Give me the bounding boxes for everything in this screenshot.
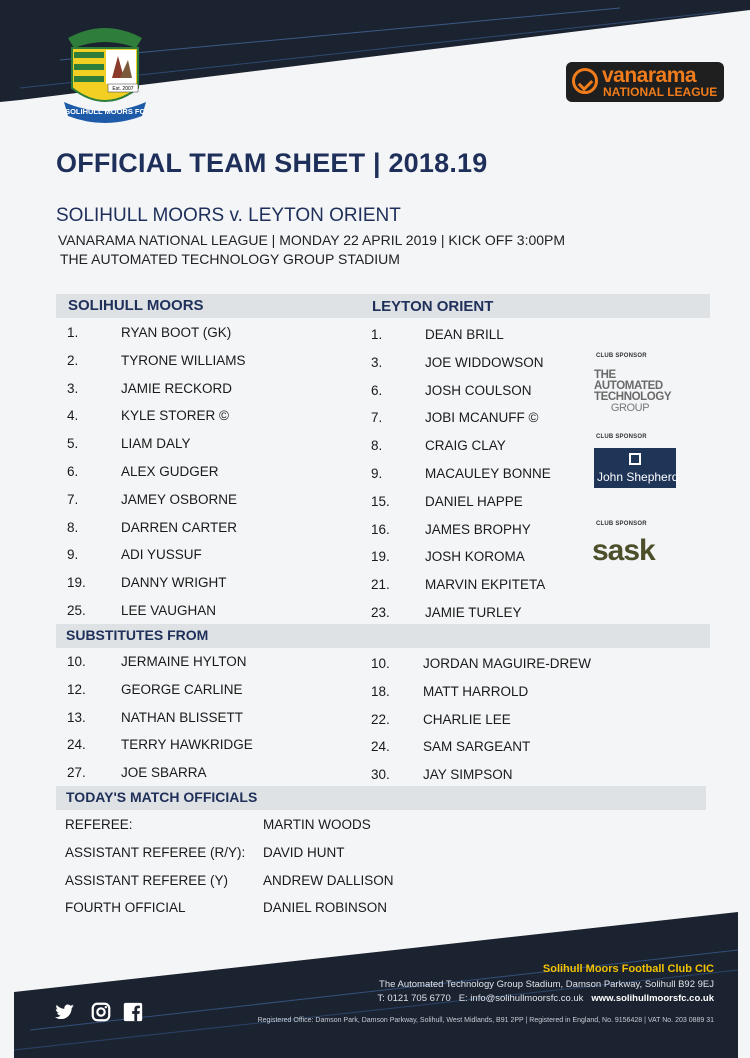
- player-number: 25.: [67, 603, 86, 618]
- officials-heading: TODAY'S MATCH OFFICIALS: [66, 789, 258, 805]
- club-sponsor-label-3: CLUB SPONSOR: [596, 521, 647, 527]
- away-team-name: LEYTON ORIENT: [372, 298, 494, 315]
- footer-registered-info: Registered Office: Damson Park, Damson Parkway, Solihull, West Midlands, B91 2PP | Registered in England, No. 9156428 | VAT No. 203 0889 31: [257, 1017, 714, 1024]
- player-number: 30.: [371, 767, 390, 783]
- player-number: 24.: [371, 739, 390, 755]
- footer-email[interactable]: E: info@solihullmoorsfc.co.uk: [458, 993, 584, 1004]
- player-number: 5.: [67, 436, 79, 452]
- national-league-label: NATIONAL LEAGUE: [603, 85, 718, 99]
- official-name: DANIEL ROBINSON: [263, 900, 388, 916]
- player-name: ADI YUSSUF: [121, 547, 202, 563]
- footer-address: The Automated Technology Group Stadium, Damson Parkway, Solihull B92 9EJ: [379, 979, 714, 990]
- twitter-icon[interactable]: [54, 1001, 76, 1023]
- club-sponsor-label-2: CLUB SPONSOR: [596, 434, 647, 440]
- footer-website[interactable]: www.solihullmoorsfc.co.uk: [591, 993, 714, 1004]
- player-name: CRAIG CLAY: [425, 438, 506, 454]
- player-name: JOSH COULSON: [425, 382, 532, 398]
- player-number: 22.: [371, 711, 390, 727]
- player-name: JAMES BROPHY: [425, 521, 531, 537]
- atg-line-2: TECHNOLOGY: [594, 391, 672, 403]
- player-number: 8.: [371, 438, 383, 454]
- player-number: 3.: [67, 380, 79, 396]
- player-number: 9.: [371, 466, 383, 481]
- footer-phone: T: 0121 705 6770: [377, 993, 451, 1004]
- player-name: GEORGE CARLINE: [121, 681, 243, 697]
- player-name: DANNY WRIGHT: [121, 575, 227, 591]
- player-name: RYAN BOOT (GK): [121, 325, 232, 340]
- player-name: MACAULEY BONNE: [425, 466, 551, 481]
- player-number: 7.: [67, 491, 79, 507]
- player-name: JAMIE RECKORD: [121, 380, 233, 396]
- player-number: 18.: [371, 683, 390, 699]
- vanarama-national-league-logo: [566, 62, 724, 102]
- player-name: CHARLIE LEE: [423, 711, 511, 727]
- player-number: 27.: [67, 765, 86, 781]
- club-sponsor-label-1: CLUB SPONSOR: [596, 353, 647, 359]
- sask-sponsor-logo: sask: [592, 534, 655, 567]
- home-team-name: SOLIHULL MOORS: [68, 297, 204, 314]
- crest-club-name: SOLIHULL MOORS FC: [65, 107, 145, 116]
- player-number: 1.: [67, 325, 79, 340]
- page-title: OFFICIAL TEAM SHEET | 2018.19: [56, 148, 488, 178]
- player-name: DARREN CARTER: [121, 519, 238, 535]
- player-number: 19.: [67, 575, 86, 591]
- player-number: 7.: [371, 410, 383, 426]
- player-name: TYRONE WILLIAMS: [121, 352, 246, 368]
- official-role: ASSISTANT REFEREE (R/Y):: [65, 844, 246, 860]
- player-name: JAY SIMPSON: [423, 767, 513, 783]
- player-number: 3.: [371, 354, 383, 370]
- player-number: 1.: [371, 327, 383, 342]
- player-number: 12.: [67, 681, 86, 697]
- player-name: DEAN BRILL: [425, 327, 504, 342]
- player-number: 21.: [371, 577, 390, 593]
- player-number: 10.: [371, 656, 390, 671]
- player-number: 9.: [67, 547, 79, 563]
- player-number: 2.: [67, 352, 79, 368]
- atg-sponsor-logo: [594, 370, 684, 414]
- player-name: JOSH KOROMA: [425, 549, 525, 565]
- player-number: 8.: [67, 519, 79, 535]
- john-shepherd-sponsor-logo: [594, 448, 679, 488]
- player-name: JOE SBARRA: [121, 765, 207, 781]
- player-number: 6.: [67, 464, 79, 479]
- player-number: 10.: [67, 654, 86, 669]
- official-role: REFEREE:: [65, 817, 133, 832]
- player-name: SAM SARGEANT: [423, 739, 531, 755]
- vanarama-check-icon: [572, 68, 598, 94]
- player-name: JORDAN MAGUIRE-DREW: [423, 656, 591, 671]
- instagram-icon[interactable]: [90, 1001, 112, 1023]
- player-name: KYLE STORER ©: [121, 408, 229, 424]
- player-name: JOBI MCANUFF ©: [425, 410, 539, 426]
- footer-club-name: Solihull Moors Football Club CIC: [542, 963, 714, 975]
- official-role: ASSISTANT REFEREE (Y): [65, 872, 229, 888]
- facebook-icon[interactable]: [122, 1001, 144, 1023]
- player-name: MATT HARROLD: [423, 683, 529, 699]
- official-role: FOURTH OFFICIAL: [65, 900, 186, 916]
- player-name: LIAM DALY: [121, 436, 191, 452]
- official-name: MARTIN WOODS: [263, 817, 371, 832]
- player-number: 6.: [371, 382, 383, 398]
- atg-line-1: THE AUTOMATED: [594, 369, 663, 392]
- player-name: JERMAINE HYLTON: [121, 654, 247, 669]
- official-name: ANDREW DALLISON: [263, 872, 394, 888]
- player-number: 4.: [67, 408, 79, 424]
- player-name: LEE VAUGHAN: [121, 603, 217, 618]
- player-number: 16.: [371, 521, 390, 537]
- player-number: 19.: [371, 549, 390, 565]
- player-number: 24.: [67, 737, 86, 753]
- venue: THE AUTOMATED TECHNOLOGY GROUP STADIUM: [60, 251, 400, 267]
- vanarama-brand: vanarama: [602, 64, 697, 87]
- subs-heading: SUBSTITUTES FROM: [66, 627, 209, 643]
- player-number: 13.: [67, 709, 86, 725]
- house-icon: [629, 453, 641, 465]
- atg-line-3: GROUP: [610, 402, 650, 414]
- crest-est: Est. 2007: [112, 86, 134, 92]
- official-name: DAVID HUNT: [263, 844, 345, 860]
- footer-contact: [377, 993, 714, 1004]
- player-name: JOE WIDDOWSON: [425, 354, 544, 370]
- player-name: DANIEL HAPPE: [425, 493, 523, 509]
- player-name: TERRY HAWKRIDGE: [121, 737, 253, 753]
- player-name: JAMIE TURLEY: [425, 605, 522, 620]
- john-shepherd-label: John Shepherd: [597, 470, 679, 484]
- player-name: JAMEY OSBORNE: [121, 491, 238, 507]
- player-number: 23.: [371, 605, 390, 620]
- player-name: MARVIN EKPITETA: [425, 577, 546, 593]
- player-name: ALEX GUDGER: [121, 464, 219, 479]
- match-info: VANARAMA NATIONAL LEAGUE | MONDAY 22 APRIL 2019 | KICK OFF 3:00PM: [58, 232, 566, 248]
- player-name: NATHAN BLISSETT: [121, 709, 244, 725]
- player-number: 15.: [371, 493, 390, 509]
- club-crest: [58, 18, 152, 128]
- match-title: SOLIHULL MOORS v. LEYTON ORIENT: [56, 205, 401, 226]
